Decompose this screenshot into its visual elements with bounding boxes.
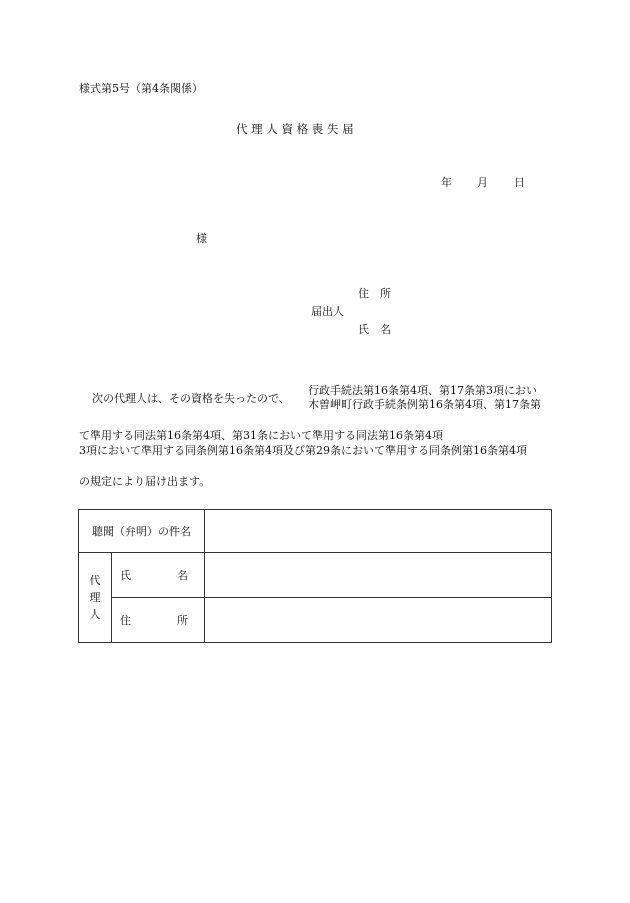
hearing-case-label: 聴聞（弁明）の件名	[79, 510, 205, 553]
hearing-case-field[interactable]	[205, 510, 552, 553]
body-law-continuation: て準用する同法第16条第4項、第31条において準用する同法第16条第4項	[79, 429, 443, 442]
agent-address-row	[79, 598, 552, 643]
date-month: 月	[477, 176, 488, 189]
agent-label: 代理人	[89, 574, 101, 621]
agent-label-cell	[79, 553, 112, 643]
date-day: 日	[514, 176, 525, 189]
body-law-reference: 行政手続法第16条第4項、第17条第3項におい	[308, 384, 537, 397]
agent-address-field[interactable]	[205, 598, 552, 643]
filer-label: 届出人	[311, 305, 344, 318]
agent-name-field[interactable]	[205, 553, 552, 598]
body-line1-left: 次の代理人は、その資格を失ったので、	[92, 392, 290, 405]
agent-name-row	[79, 553, 552, 598]
addressee-suffix: 様	[196, 232, 207, 245]
body-ordinance-reference: 木曽岬町行政手続条例第16条第4項、第17条第	[308, 398, 541, 411]
body-ordinance-continuation: 3項において準用する同条例第16条第4項及び第29条において準用する同条例第16条第4項	[79, 444, 527, 457]
agent-address-label-cell	[112, 598, 205, 643]
filer-name-label: 氏 名	[358, 323, 391, 336]
agent-name-label: 氏名	[120, 569, 188, 582]
agent-name-label-cell	[112, 553, 205, 598]
hearing-case-row	[79, 510, 552, 553]
date-year: 年	[441, 176, 452, 189]
filer-address-label: 住 所	[358, 287, 391, 300]
agent-address-label: 住所	[120, 614, 188, 627]
form-table	[78, 509, 552, 643]
document-title: 代 理 人 資 格 喪 失 届	[236, 122, 354, 136]
body-line2	[79, 428, 527, 458]
body-line1-right	[308, 384, 541, 412]
form-number: 様式第5号（第4条関係）	[79, 82, 203, 95]
body-line3: の規定により届け出ます。	[79, 475, 211, 488]
date-line	[441, 176, 525, 190]
